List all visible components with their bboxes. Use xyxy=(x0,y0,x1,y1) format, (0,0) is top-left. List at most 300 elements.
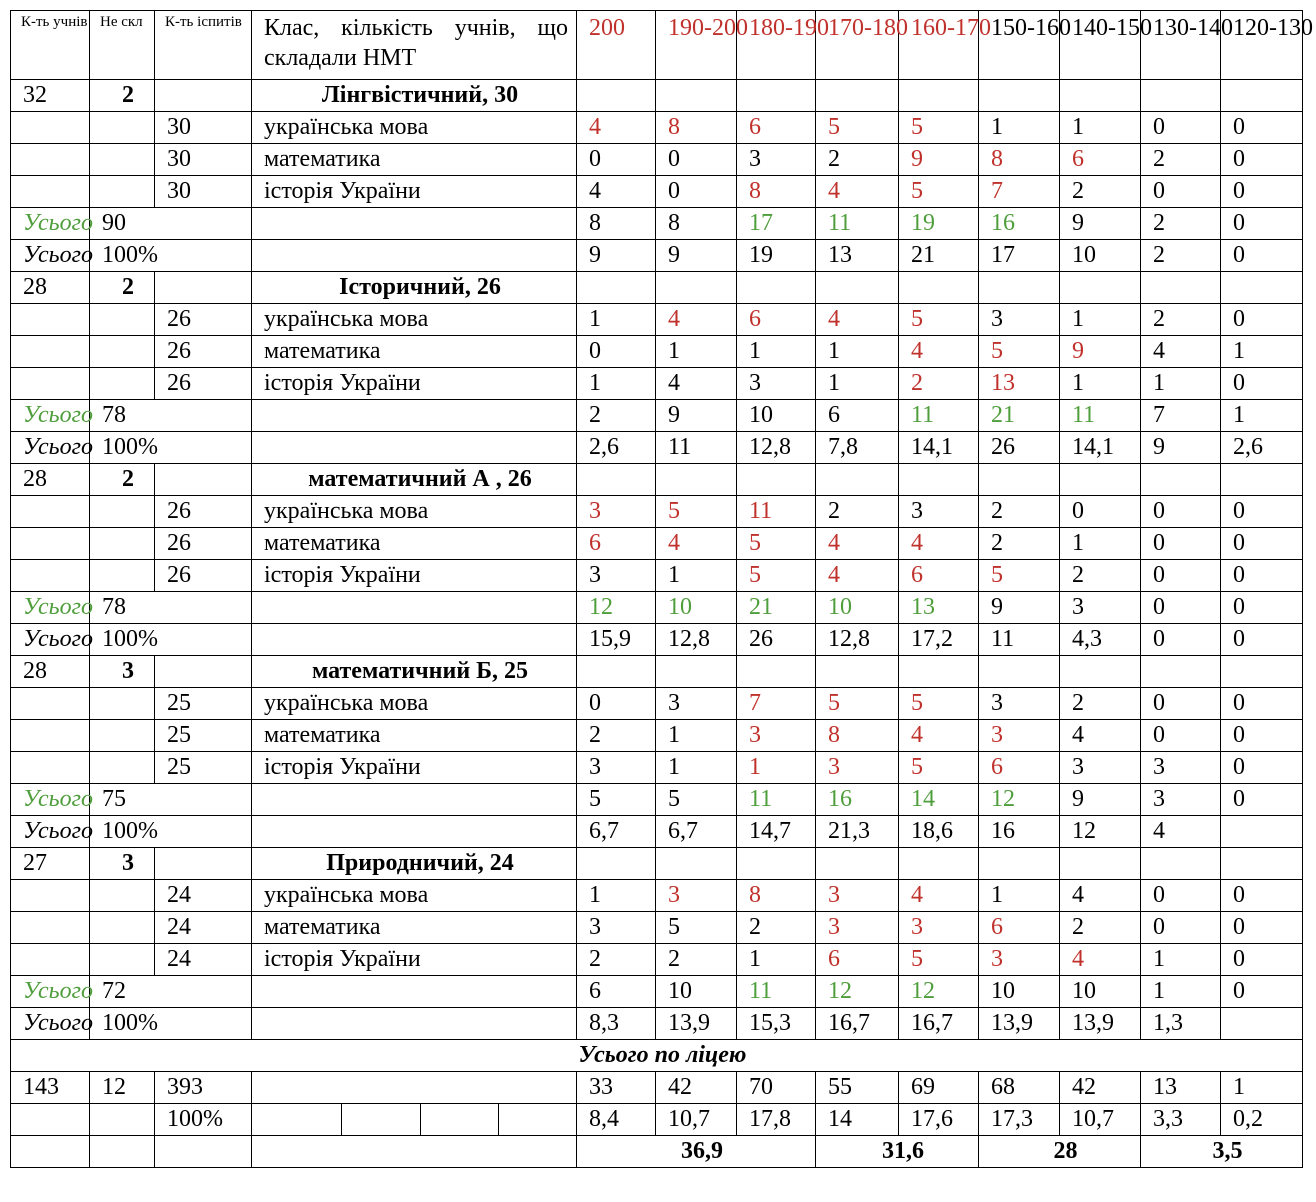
total-count-cell: 0 xyxy=(1221,592,1303,624)
class-row xyxy=(11,656,1303,688)
score-count-cell: 3 xyxy=(577,560,656,592)
score-count-cell: 3 xyxy=(656,880,737,912)
empty-cell xyxy=(899,80,979,112)
total-count-cell: 10 xyxy=(979,976,1060,1008)
percent-cell: 9 xyxy=(656,240,737,272)
score-count-cell: 8 xyxy=(656,112,737,144)
score-count-cell: 3 xyxy=(737,368,816,400)
total-count-cell: 16 xyxy=(816,784,899,816)
percent-cell: 14,7 xyxy=(737,816,816,848)
empty-cell xyxy=(252,432,577,464)
lyceum-percent-cell: 17,6 xyxy=(899,1104,979,1136)
total-count-cell: 11 xyxy=(1060,400,1141,432)
subject-row xyxy=(11,720,1303,752)
total-exams: 78 xyxy=(90,592,252,624)
class-name: математичний А , 26 xyxy=(252,464,577,496)
empty-cell xyxy=(816,848,899,880)
total-count-cell: 12 xyxy=(899,976,979,1008)
score-count-cell: 5 xyxy=(899,944,979,976)
empty-cell xyxy=(155,80,252,112)
score-range-header: 120-130 xyxy=(1221,11,1303,80)
subject-row xyxy=(11,304,1303,336)
score-count-cell: 0 xyxy=(1221,720,1303,752)
empty-cell xyxy=(979,464,1060,496)
subject-row xyxy=(11,528,1303,560)
empty-cell xyxy=(252,816,577,848)
score-count-cell: 3 xyxy=(816,912,899,944)
total-count-cell: 12 xyxy=(979,784,1060,816)
empty-cell xyxy=(656,848,737,880)
score-count-cell: 3 xyxy=(737,720,816,752)
empty-cell xyxy=(252,208,577,240)
score-count-cell: 4 xyxy=(1141,336,1221,368)
total-count-cell: 0 xyxy=(1221,976,1303,1008)
empty-cell xyxy=(1141,464,1221,496)
empty-cell xyxy=(577,848,656,880)
score-range-header: 170-180 xyxy=(816,11,899,80)
class-total-row xyxy=(11,592,1303,624)
empty-subcell xyxy=(498,1104,576,1135)
students-count: 28 xyxy=(11,656,90,688)
score-count-cell: 1 xyxy=(1060,368,1141,400)
score-count-cell: 5 xyxy=(816,112,899,144)
empty-cell xyxy=(11,304,90,336)
subject-name: українська мова xyxy=(252,304,577,336)
score-count-cell: 5 xyxy=(816,688,899,720)
class-percent-row xyxy=(11,240,1303,272)
lyceum-not-taken: 12 xyxy=(90,1072,155,1104)
lyceum-count-cell: 42 xyxy=(1060,1072,1141,1104)
score-range-header: 140-150 xyxy=(1060,11,1141,80)
total-count-cell: 6 xyxy=(577,976,656,1008)
score-count-cell: 1 xyxy=(737,752,816,784)
percent-cell: 11 xyxy=(656,432,737,464)
score-count-cell: 4 xyxy=(816,304,899,336)
percent-cell: 21,3 xyxy=(816,816,899,848)
total-count-cell: 12 xyxy=(816,976,899,1008)
percent-cell: 12,8 xyxy=(816,624,899,656)
score-count-cell: 4 xyxy=(656,304,737,336)
total-count-cell: 5 xyxy=(577,784,656,816)
score-count-cell: 4 xyxy=(1060,880,1141,912)
total-count-cell: 11 xyxy=(737,784,816,816)
empty-cell xyxy=(90,1136,155,1168)
score-count-cell: 0 xyxy=(1141,880,1221,912)
empty-cell xyxy=(1141,272,1221,304)
score-count-cell: 5 xyxy=(899,112,979,144)
score-count-cell: 3 xyxy=(979,304,1060,336)
score-count-cell: 2 xyxy=(1141,144,1221,176)
subject-name: українська мова xyxy=(252,688,577,720)
score-count-cell: 0 xyxy=(1141,560,1221,592)
total-label: Усього xyxy=(11,976,90,1008)
total-exams: 75 xyxy=(90,784,252,816)
total-count-cell: 1 xyxy=(1141,976,1221,1008)
total-count-cell: 10 xyxy=(737,400,816,432)
empty-cell xyxy=(252,1136,577,1168)
score-count-cell: 1 xyxy=(737,336,816,368)
percent-cell: 16,7 xyxy=(899,1008,979,1040)
lyceum-percent-cell: 8,4 xyxy=(577,1104,656,1136)
total-count-cell: 21 xyxy=(737,592,816,624)
empty-cell xyxy=(899,272,979,304)
empty-cell xyxy=(1221,464,1303,496)
subject-name: українська мова xyxy=(252,496,577,528)
score-range-header: 130-140 xyxy=(1141,11,1221,80)
total-count-cell: 0 xyxy=(1221,208,1303,240)
score-count-cell: 2 xyxy=(1060,560,1141,592)
empty-cell xyxy=(90,144,155,176)
empty-cell xyxy=(979,848,1060,880)
empty-cell xyxy=(979,272,1060,304)
total-label: Усього xyxy=(11,400,90,432)
percent-cell: 16 xyxy=(979,816,1060,848)
empty-cell xyxy=(737,272,816,304)
score-count-cell: 2 xyxy=(899,368,979,400)
subject-row xyxy=(11,176,1303,208)
score-count-cell: 2 xyxy=(979,528,1060,560)
lyceum-percent-cell: 17,3 xyxy=(979,1104,1060,1136)
score-count-cell: 1 xyxy=(979,112,1060,144)
empty-cell xyxy=(90,944,155,976)
class-total-row xyxy=(11,976,1303,1008)
score-count-cell: 7 xyxy=(979,176,1060,208)
score-count-cell: 4 xyxy=(816,176,899,208)
total-count-cell: 9 xyxy=(979,592,1060,624)
score-count-cell: 6 xyxy=(577,528,656,560)
subject-name: українська мова xyxy=(252,880,577,912)
exams-count: 25 xyxy=(155,752,252,784)
score-count-cell: 0 xyxy=(1141,496,1221,528)
empty-cell xyxy=(11,336,90,368)
lyceum-count-cell: 1 xyxy=(1221,1072,1303,1104)
header-row xyxy=(11,11,1303,80)
empty-cell xyxy=(11,912,90,944)
not-taken-count: 3 xyxy=(90,656,155,688)
subject-row xyxy=(11,496,1303,528)
score-count-cell: 2 xyxy=(1060,176,1141,208)
empty-cell xyxy=(656,656,737,688)
percent-cell: 7,8 xyxy=(816,432,899,464)
empty-cell xyxy=(252,400,577,432)
score-count-cell: 5 xyxy=(899,688,979,720)
empty-cell xyxy=(11,368,90,400)
empty-cell xyxy=(577,272,656,304)
percent-cell: 1,3 xyxy=(1141,1008,1221,1040)
total-count-cell: 11 xyxy=(816,208,899,240)
score-count-cell: 0 xyxy=(1221,528,1303,560)
empty-cell xyxy=(656,464,737,496)
lyceum-percent-cell: 10,7 xyxy=(656,1104,737,1136)
score-count-cell: 5 xyxy=(899,304,979,336)
score-count-cell: 1 xyxy=(577,880,656,912)
total-label: Усього xyxy=(11,592,90,624)
score-count-cell: 4 xyxy=(816,560,899,592)
empty-cell xyxy=(1221,848,1303,880)
score-count-cell: 0 xyxy=(1221,144,1303,176)
score-count-cell: 5 xyxy=(656,912,737,944)
class-name: математичний Б, 25 xyxy=(252,656,577,688)
class-total-row xyxy=(11,784,1303,816)
empty-cell xyxy=(90,336,155,368)
score-count-cell: 1 xyxy=(656,752,737,784)
score-count-cell: 0 xyxy=(1141,528,1221,560)
total-count-cell: 1 xyxy=(1221,400,1303,432)
lyceum-percent-cell: 3,3 xyxy=(1141,1104,1221,1136)
score-count-cell: 1 xyxy=(1060,112,1141,144)
lyceum-percent-cell: 10,7 xyxy=(1060,1104,1141,1136)
total-label: Усього xyxy=(11,624,90,656)
lyceum-count-cell: 13 xyxy=(1141,1072,1221,1104)
lyceum-title-row xyxy=(11,1040,1303,1072)
score-count-cell: 0 xyxy=(1060,496,1141,528)
score-count-cell: 4 xyxy=(899,336,979,368)
class-percent-row xyxy=(11,432,1303,464)
empty-cell xyxy=(90,1104,155,1136)
lyceum-group-sum-row xyxy=(11,1136,1303,1168)
subject-name: математика xyxy=(252,528,577,560)
class-name: Історичний, 26 xyxy=(252,272,577,304)
empty-cell xyxy=(737,848,816,880)
subject-row xyxy=(11,336,1303,368)
lyceum-count-cell: 42 xyxy=(656,1072,737,1104)
empty-cell xyxy=(252,784,577,816)
total-count-cell: 11 xyxy=(737,976,816,1008)
total-exams: 90 xyxy=(90,208,252,240)
subject-row xyxy=(11,560,1303,592)
empty-cell xyxy=(90,560,155,592)
empty-cell xyxy=(11,560,90,592)
score-count-cell: 13 xyxy=(979,368,1060,400)
empty-cell xyxy=(252,1072,577,1104)
empty-cell xyxy=(90,112,155,144)
score-count-cell: 5 xyxy=(979,560,1060,592)
empty-cell xyxy=(899,848,979,880)
empty-cell xyxy=(577,464,656,496)
empty-subcell xyxy=(341,1104,419,1135)
score-count-cell: 9 xyxy=(899,144,979,176)
total-label: Усього xyxy=(11,1008,90,1040)
score-count-cell: 2 xyxy=(1060,688,1141,720)
class-header: Клас, кількість учнів, що складали НМТ xyxy=(252,11,577,80)
score-count-cell: 3 xyxy=(1141,752,1221,784)
percent-cell: 9 xyxy=(1141,432,1221,464)
percent-cell: 2,6 xyxy=(1221,432,1303,464)
score-count-cell: 1 xyxy=(737,944,816,976)
total-count-cell: 9 xyxy=(656,400,737,432)
score-count-cell: 4 xyxy=(577,176,656,208)
score-count-cell: 3 xyxy=(656,688,737,720)
score-count-cell: 2 xyxy=(979,496,1060,528)
empty-cell xyxy=(899,656,979,688)
empty-cell xyxy=(1060,272,1141,304)
not-taken-count: 2 xyxy=(90,464,155,496)
percent-cell: 9 xyxy=(577,240,656,272)
class-row xyxy=(11,464,1303,496)
empty-cell xyxy=(155,656,252,688)
total-exams: 78 xyxy=(90,400,252,432)
score-count-cell: 6 xyxy=(899,560,979,592)
class-total-row xyxy=(11,208,1303,240)
lyceum-percent-cell: 14 xyxy=(816,1104,899,1136)
exams-count-header: К-ть іспитів xyxy=(155,11,252,80)
score-count-cell: 0 xyxy=(1221,496,1303,528)
percent-cell: 17,2 xyxy=(899,624,979,656)
total-count-cell: 7 xyxy=(1141,400,1221,432)
exams-count: 24 xyxy=(155,880,252,912)
percent-label: 100% xyxy=(90,240,252,272)
score-count-cell: 4 xyxy=(899,720,979,752)
score-count-cell: 2 xyxy=(577,944,656,976)
total-count-cell: 16 xyxy=(979,208,1060,240)
empty-cell xyxy=(656,80,737,112)
subject-row xyxy=(11,880,1303,912)
score-count-cell: 1 xyxy=(1221,336,1303,368)
score-count-cell: 6 xyxy=(737,112,816,144)
total-label: Усього xyxy=(11,432,90,464)
subject-name: математика xyxy=(252,336,577,368)
percent-cell: 0 xyxy=(1141,624,1221,656)
score-count-cell: 1 xyxy=(1141,368,1221,400)
empty-cell xyxy=(11,752,90,784)
class-percent-row xyxy=(11,624,1303,656)
total-count-cell: 21 xyxy=(979,400,1060,432)
empty-cell xyxy=(737,464,816,496)
empty-cell xyxy=(11,1136,90,1168)
score-count-cell: 3 xyxy=(816,752,899,784)
exams-count: 25 xyxy=(155,688,252,720)
score-count-cell: 0 xyxy=(1221,176,1303,208)
empty-cell xyxy=(252,240,577,272)
empty-cell xyxy=(155,848,252,880)
empty-cell xyxy=(90,496,155,528)
empty-cell xyxy=(899,464,979,496)
percent-cell: 14,1 xyxy=(1060,432,1141,464)
score-count-cell: 0 xyxy=(577,688,656,720)
percent-label: 100% xyxy=(90,432,252,464)
percent-cell: 12 xyxy=(1060,816,1141,848)
students-count: 28 xyxy=(11,272,90,304)
subject-name: історія України xyxy=(252,560,577,592)
score-count-cell: 3 xyxy=(577,752,656,784)
class-name: Лінгвістичний, 30 xyxy=(252,80,577,112)
score-count-cell: 4 xyxy=(1060,720,1141,752)
empty-cell xyxy=(252,1008,577,1040)
score-count-cell: 5 xyxy=(899,176,979,208)
percent-cell: 13,9 xyxy=(1060,1008,1141,1040)
score-range-header: 150-160 xyxy=(979,11,1060,80)
score-count-cell: 0 xyxy=(1221,560,1303,592)
empty-cell xyxy=(737,80,816,112)
score-count-cell: 2 xyxy=(577,720,656,752)
percent-cell: 13,9 xyxy=(656,1008,737,1040)
score-count-cell: 8 xyxy=(816,720,899,752)
percent-cell: 19 xyxy=(737,240,816,272)
lyceum-percent-cell: 0,2 xyxy=(1221,1104,1303,1136)
lyceum-count-cell: 55 xyxy=(816,1072,899,1104)
empty-cell xyxy=(11,688,90,720)
total-count-cell: 13 xyxy=(899,592,979,624)
not-taken-header: Не скл xyxy=(90,11,155,80)
percent-cell: 13 xyxy=(816,240,899,272)
percent-cell: 6,7 xyxy=(656,816,737,848)
exams-count: 30 xyxy=(155,176,252,208)
score-range-header: 190-200 xyxy=(656,11,737,80)
class-row xyxy=(11,80,1303,112)
score-count-cell: 1 xyxy=(1141,944,1221,976)
score-count-cell: 0 xyxy=(1221,912,1303,944)
subject-name: математика xyxy=(252,912,577,944)
score-count-cell: 0 xyxy=(1141,176,1221,208)
total-count-cell: 12 xyxy=(577,592,656,624)
empty-cell xyxy=(11,528,90,560)
class-total-row xyxy=(11,400,1303,432)
score-count-cell: 4 xyxy=(656,528,737,560)
empty-cell xyxy=(90,528,155,560)
score-count-cell: 5 xyxy=(979,336,1060,368)
group-sum: 3,5 xyxy=(1141,1136,1303,1168)
empty-cell xyxy=(90,176,155,208)
empty-cell xyxy=(11,176,90,208)
score-count-cell: 3 xyxy=(737,144,816,176)
exams-count: 26 xyxy=(155,528,252,560)
subject-name: українська мова xyxy=(252,112,577,144)
score-range-header: 180-190 xyxy=(737,11,816,80)
percent-label: 100% xyxy=(90,1008,252,1040)
score-count-cell: 6 xyxy=(737,304,816,336)
percent-cell: 13,9 xyxy=(979,1008,1060,1040)
empty-cell xyxy=(1060,848,1141,880)
empty-cell xyxy=(1141,80,1221,112)
score-count-cell: 5 xyxy=(737,560,816,592)
subject-row xyxy=(11,112,1303,144)
empty-cell xyxy=(90,688,155,720)
empty-cell xyxy=(90,880,155,912)
empty-cell xyxy=(11,1104,90,1136)
score-count-cell: 0 xyxy=(656,144,737,176)
percent-cell: 15,3 xyxy=(737,1008,816,1040)
students-count: 32 xyxy=(11,80,90,112)
exams-count: 26 xyxy=(155,304,252,336)
score-count-cell: 6 xyxy=(1060,144,1141,176)
total-count-cell: 14 xyxy=(899,784,979,816)
percent-cell: 16,7 xyxy=(816,1008,899,1040)
empty-cell xyxy=(1221,272,1303,304)
score-count-cell: 4 xyxy=(816,528,899,560)
score-range-header: 200 xyxy=(577,11,656,80)
total-count-cell: 9 xyxy=(1060,208,1141,240)
exams-count: 24 xyxy=(155,944,252,976)
subject-name: математика xyxy=(252,720,577,752)
lyceum-total-row xyxy=(11,1072,1303,1104)
score-count-cell: 7 xyxy=(737,688,816,720)
score-count-cell: 0 xyxy=(1221,752,1303,784)
score-count-cell: 0 xyxy=(1221,688,1303,720)
empty-cell xyxy=(90,720,155,752)
total-count-cell: 10 xyxy=(816,592,899,624)
students-count: 27 xyxy=(11,848,90,880)
score-count-cell: 6 xyxy=(979,912,1060,944)
empty-cell xyxy=(1221,656,1303,688)
subject-row xyxy=(11,912,1303,944)
empty-subcell xyxy=(420,1104,498,1135)
score-count-cell: 0 xyxy=(1221,112,1303,144)
score-count-cell: 4 xyxy=(577,112,656,144)
exams-count: 30 xyxy=(155,144,252,176)
students-count-header: К-ть учнів xyxy=(11,11,90,80)
percent-label: 100% xyxy=(90,624,252,656)
total-exams: 72 xyxy=(90,976,252,1008)
